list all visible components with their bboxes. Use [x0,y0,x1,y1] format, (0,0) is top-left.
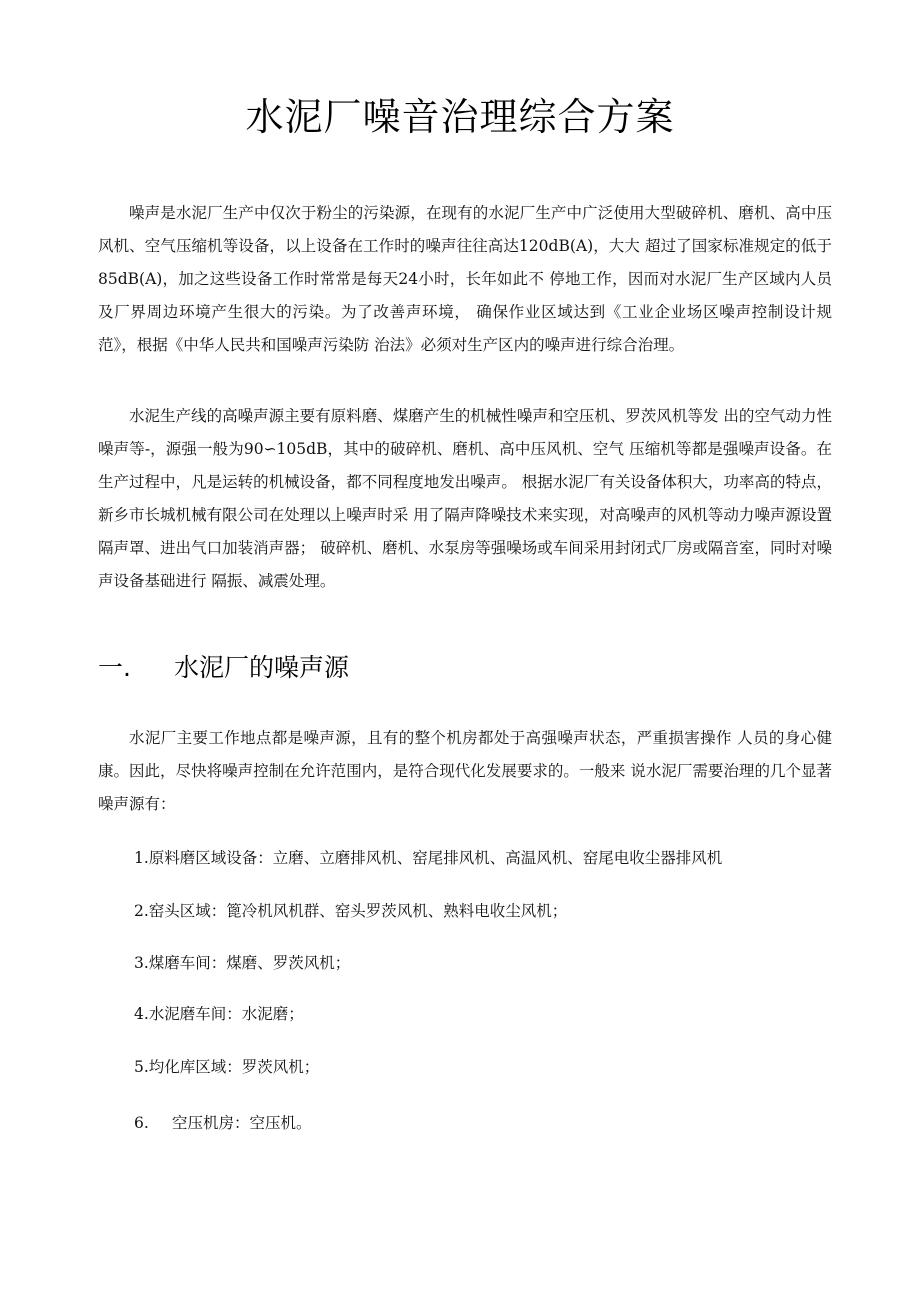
document-title: 水泥厂噪音治理综合方案 [245,95,675,139]
section-number: 一. [98,653,131,682]
section-paragraph: 水泥厂主要工作地点都是噪声源，且有的整个机房都处于高强噪声状态，严重损害操作 人员的身心健康。因此，尽快将噪声控制在允许范围内，是符合现代化发展要求的。一般来 说水泥厂需要治理的几个显著噪声源有： [98,729,832,813]
list-item [134,1111,312,1135]
list-item-text: 空压机房：空压机。 [172,1114,312,1132]
section-heading [98,648,349,684]
list-item [134,1055,319,1079]
list-item-number: 5. [134,1058,149,1076]
list-item-text: 原料磨区域设备：立磨、立磨排风机、窑尾排风机、高温风机、窑尾电收尘器排风机 [148,849,723,867]
list-item-text: 均化库区域：罗茨风机； [148,1058,320,1076]
list-item-number: 4. [134,1005,149,1023]
list-item [134,846,722,870]
intro-paragraph-2: 水泥生产线的高噪声源主要有原料磨、煤磨产生的机械性噪声和空压机、罗茨风机等发 出的空气动力性噪声等-，源强一般为90∽105dB，其中的破碎机、磨机、高中压风机、空气 压缩机等都是强噪声设备。在生产过程中，凡是运转的机械设备，都不同程度地发出噪声。 根据水泥厂有关设备体积大，功率高的特点，新乡市长城机械有限公司在处理以上噪声时采 用了隔声降噪技术来实现，对高噪声的风机等动力噪声源设置隔声罩、进出气口加装消声器； 破碎机、磨机、水泵房等强噪场或车间采用封闭式厂房或隔音室，同时对噪声设备基础进行 隔振、减震处理。 [98,407,832,590]
list-item [134,1002,304,1026]
section-heading-text: 水泥厂的噪声源 [174,653,350,682]
list-item-number: 6. [134,1114,149,1132]
list-item-text: 煤磨车间：煤磨、罗茨风机； [148,954,351,972]
list-item-text: 窑头区域：篦冷机风机群、窑头罗茨风机、熟料电收尘风机； [148,902,568,920]
list-item-number: 3. [134,954,149,972]
list-item-number: 2. [134,902,149,920]
intro-paragraph-1: 噪声是水泥厂生产中仅次于粉尘的污染源，在现有的水泥厂生产中广泛使用大型破碎机、磨机、高中压风机、空气压缩机等设备，以上设备在工作时的噪声往往高达120dB(A)，大大 超过了国家标准规定的低于85dB(A)，加之这些设备工作时常常是每天24小时，长年如此不 停地工作，因而对水泥厂生产区域内人员及厂界周边环境产生很大的污染。为了改善声环境， 确保作业区域达到《工业企业场区噪声控制设计规范》，根据《中华人民共和国噪声污染防 治法》必须对生产区内的噪声进行综合治理。 [98,204,832,354]
list-item-number: 1. [134,849,149,867]
list-item-text: 水泥磨车间：水泥磨； [148,1005,304,1023]
list-item [134,899,567,923]
list-item [134,951,350,975]
